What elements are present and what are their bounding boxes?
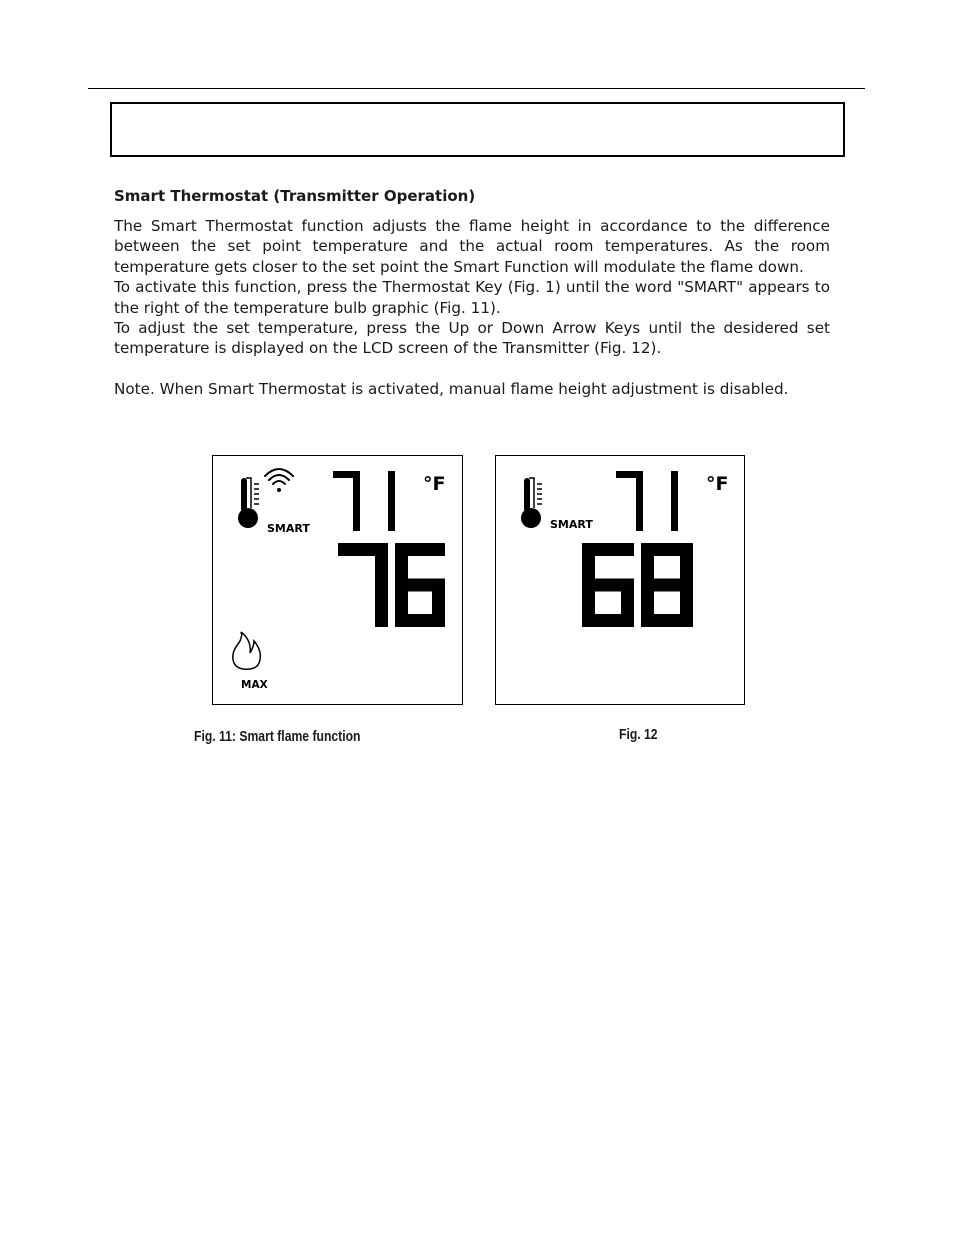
room-temp-digits	[333, 471, 395, 531]
section-heading: Smart Thermostat (Transmitter Operation)	[114, 187, 476, 205]
set-temp-digits	[582, 543, 693, 627]
lcd-segment-c	[388, 501, 395, 531]
room-temp-digits	[616, 471, 678, 531]
fig12-caption: Fig. 12	[619, 727, 658, 743]
lcd-segment-c	[375, 585, 388, 627]
signal-waves-icon	[265, 469, 293, 492]
paragraph-description: The Smart Thermostat function adjusts the flame height in accordance to the difference between the set point temperature and the actual room temperatures. As the room temperature gets closer to the set point the Smart Function will modulate the flame down.	[114, 217, 830, 276]
smart-label: SMART	[550, 518, 593, 531]
lcd-segment-c	[353, 501, 360, 531]
header-rule	[88, 88, 865, 89]
smart-label: SMART	[267, 522, 310, 535]
fig12-lcd-panel	[495, 455, 745, 705]
unit-label: °F	[706, 473, 729, 495]
unit-label: °F	[423, 473, 446, 495]
thermometer-icon	[238, 478, 259, 528]
document-body	[114, 186, 830, 399]
lcd-segment-c	[671, 501, 678, 531]
flame-icon	[233, 632, 261, 669]
lcd-segment-b	[388, 471, 395, 501]
lcd-segment-b	[671, 471, 678, 501]
thermometer-icon	[521, 478, 542, 528]
lcd-segment-c	[636, 501, 643, 531]
fig11-caption: Fig. 11: Smart flame function	[194, 729, 361, 745]
paragraph-adjust: To adjust the set temperature, press the Up or Down Arrow Keys until the desidered set temperature is displayed on the LCD screen of the Transmitter (Fig. 12).	[114, 319, 830, 358]
header-box	[110, 102, 845, 157]
fig11-lcd-panel	[212, 455, 463, 705]
paragraph-activate: To activate this function, press the Thermostat Key (Fig. 1) until the word "SMART" appears to the right of the temperature bulb graphic (Fig. 11).	[114, 278, 830, 317]
flame-max-label: MAX	[241, 679, 268, 691]
lcd-segment-c	[621, 585, 634, 627]
note-text: Note. When Smart Thermostat is activated, manual flame height adjustment is disabled.	[114, 379, 789, 398]
lcd-segment-b	[636, 471, 643, 501]
lcd-segment-g	[641, 579, 693, 592]
lcd-segment-b	[353, 471, 360, 501]
lcd-segment-b	[375, 543, 388, 585]
lcd-segment-c	[432, 585, 445, 627]
set-temp-digits	[338, 543, 445, 627]
